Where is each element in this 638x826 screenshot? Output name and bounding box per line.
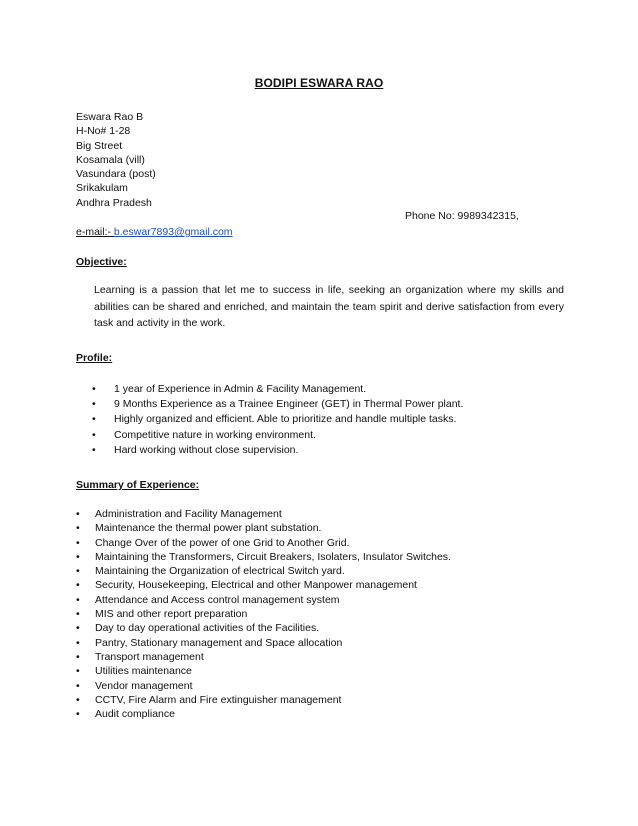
bullet-icon: •	[76, 650, 80, 663]
list-item	[92, 397, 463, 412]
list-item	[76, 650, 451, 664]
list-item-text: 1 year of Experience in Admin & Facility Management.	[114, 383, 367, 395]
list-item	[76, 550, 451, 564]
bullet-icon: •	[76, 665, 80, 678]
address-line: Eswara Rao B	[76, 111, 144, 123]
list-item	[76, 707, 451, 721]
list-item-text: Maintaining the Organization of electrical Switch yard.	[95, 565, 345, 578]
email-link[interactable]: b.eswar7893@gmail.com	[113, 226, 233, 238]
bullet-icon: •	[76, 636, 80, 649]
bullet-icon: •	[76, 593, 80, 606]
bullet-icon: •	[76, 708, 80, 721]
phone-number: Phone No: 9989342315,	[405, 210, 519, 222]
bullet-icon: •	[76, 693, 80, 706]
profile-list	[92, 382, 463, 458]
address-line: Vasundara (post)	[76, 168, 156, 181]
list-item-text: Security, Housekeeping, Electrical and other Manpower management	[95, 579, 417, 592]
bullet-icon: •	[76, 679, 80, 692]
list-item	[76, 607, 451, 621]
list-item-text: Pantry, Stationary management and Space allocation	[95, 636, 343, 649]
bullet-icon: •	[76, 565, 80, 578]
list-item	[92, 412, 463, 427]
list-item-text: Audit compliance	[95, 708, 175, 721]
bullet-icon: •	[76, 522, 80, 535]
address-block	[76, 110, 156, 210]
list-item	[92, 382, 463, 397]
list-item-text: Maintenance the thermal power plant substation.	[95, 522, 322, 535]
bullet-icon: •	[76, 622, 80, 635]
list-item	[92, 443, 463, 458]
bullet-icon: •	[76, 579, 80, 592]
list-item	[76, 693, 451, 707]
address-line: Kosamala (vill)	[76, 153, 145, 166]
list-item	[76, 664, 451, 678]
summary-heading: Summary of Experience:	[76, 479, 200, 491]
bullet-icon: •	[92, 413, 96, 426]
bullet-icon: •	[76, 550, 80, 563]
bullet-icon: •	[76, 608, 80, 621]
list-item-text: Attendance and Access control management system	[95, 593, 340, 606]
list-item-text: Competitive nature in working environment.	[114, 428, 316, 441]
list-item-text: 9 Months Experience as a Trainee Engineer (GET) in Thermal Power plant.	[114, 398, 464, 411]
address-line: Big Street	[76, 139, 123, 152]
list-item-text: MIS and other report preparation	[95, 608, 248, 621]
bullet-icon: •	[92, 428, 96, 441]
list-item-text: Administration and Facility Management	[95, 508, 282, 520]
list-item	[76, 679, 451, 693]
list-item-text: Utilities maintenance	[95, 665, 192, 678]
list-item	[92, 428, 463, 443]
list-item	[76, 536, 451, 550]
resume-title: BODIPI ESWARA RAO	[254, 76, 384, 90]
summary-list	[76, 507, 451, 721]
list-item	[76, 593, 451, 607]
bullet-icon: •	[76, 536, 80, 549]
bullet-icon: •	[92, 398, 96, 411]
list-item-text: Day to day operational activities of the Facilities.	[95, 622, 320, 635]
objective-heading: Objective:	[76, 256, 127, 268]
address-line: Srikakulam	[76, 182, 128, 195]
objective-text: Learning is a passion that let me to success in life, seeking an organization where my skills and abilities can be shared and enriched, and maintain the team spirit and derive satisfaction from every task and activity in the work.	[94, 284, 564, 329]
bullet-icon: •	[92, 443, 96, 456]
list-item-text: Change Over of the power of one Grid to Another Grid.	[95, 536, 350, 549]
list-item	[76, 578, 451, 592]
bullet-icon: •	[92, 383, 96, 395]
address-line: H-No# 1-28	[76, 125, 131, 138]
address-line: Andhra Pradesh	[76, 196, 152, 209]
list-item	[76, 621, 451, 635]
list-item-text: Maintaining the Transformers, Circuit Breakers, Isolaters, Insulator Switches.	[95, 550, 451, 563]
list-item	[76, 564, 451, 578]
profile-heading: Profile:	[76, 352, 113, 364]
list-item	[76, 636, 451, 650]
email-label: e-mail:-	[76, 226, 114, 238]
list-item-text: Highly organized and efficient. Able to prioritize and handle multiple tasks.	[114, 413, 457, 426]
email-line	[76, 226, 233, 238]
list-item	[76, 507, 451, 521]
list-item-text: Vendor management	[95, 679, 193, 692]
list-item	[76, 521, 451, 535]
list-item-text: CCTV, Fire Alarm and Fire extinguisher management	[95, 693, 342, 706]
bullet-icon: •	[76, 508, 80, 520]
list-item-text: Hard working without close supervision.	[114, 443, 299, 456]
list-item-text: Transport management	[95, 650, 204, 663]
